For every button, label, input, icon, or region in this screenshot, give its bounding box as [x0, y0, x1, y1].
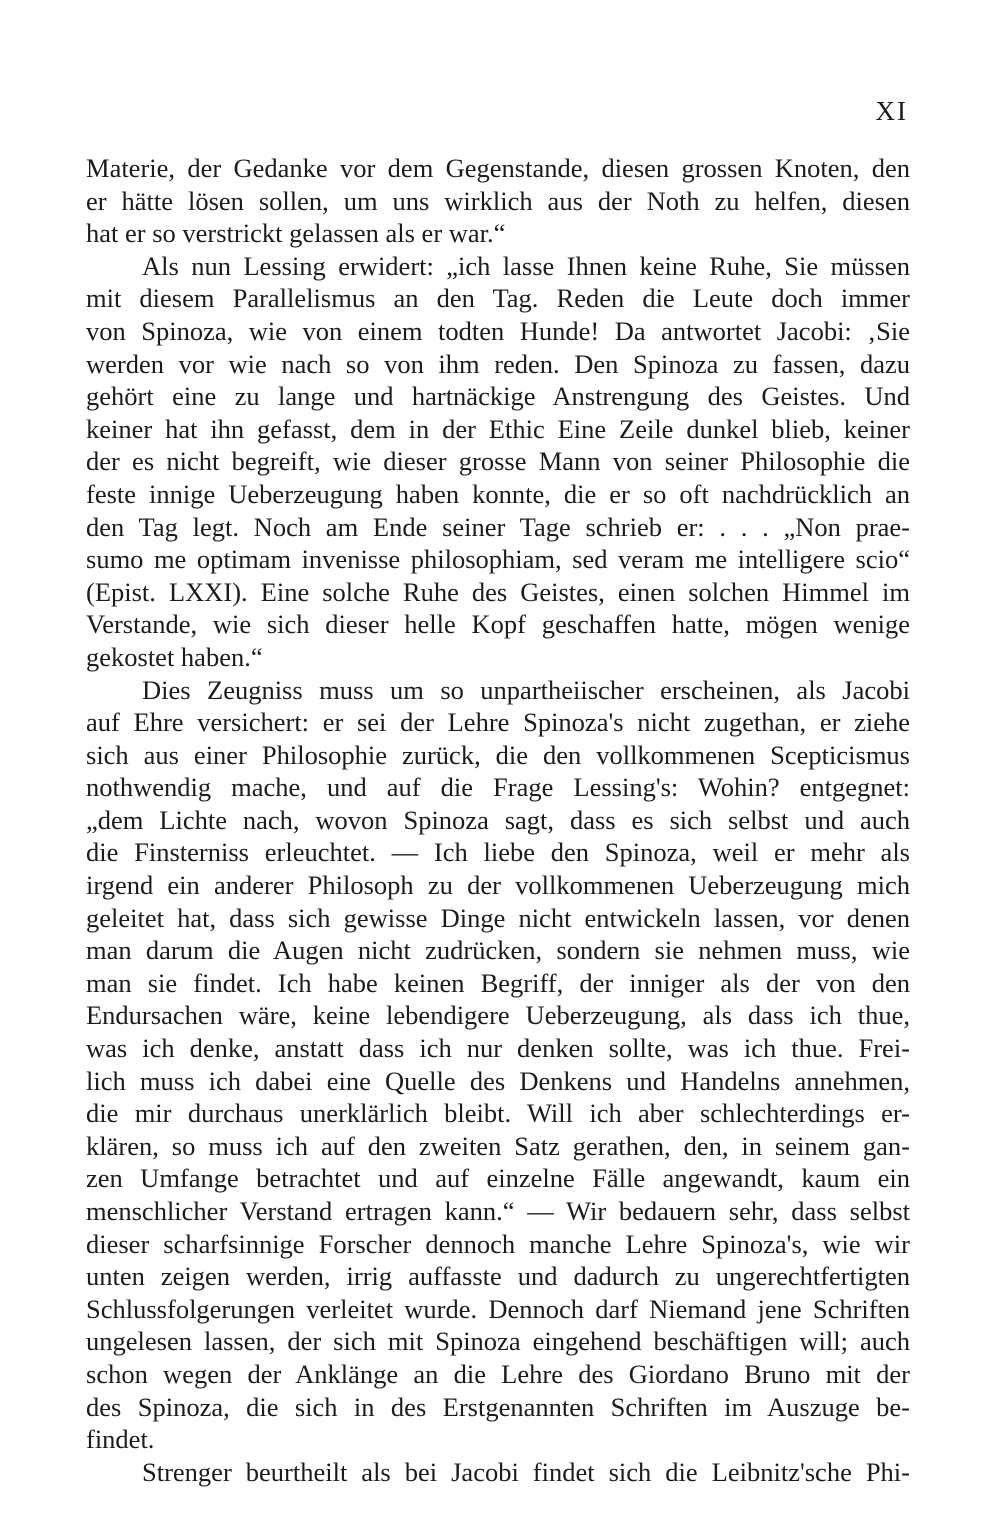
text-line: auf Ehre versichert: er sei der Lehre Spinoza's nicht zugethan, er ziehe	[86, 707, 910, 738]
text-line: Endursachen wäre, keine lebendigere Ueberzeugung, als dass ich thue,	[86, 1000, 910, 1031]
text-line: lich muss ich dabei eine Quelle des Denkens und Handelns annehmen,	[86, 1065, 910, 1096]
text-line: werden vor wie nach so von ihm reden. Den Spinoza zu fassen, dazu	[86, 348, 910, 379]
text-line: menschlicher Verstand ertragen kann.“ — Wir bedauern sehr, dass selbst	[86, 1196, 910, 1226]
text-line: der es nicht begreift, wie dieser grosse Mann von seiner Philosophie die	[86, 446, 910, 477]
text-line: was ich denke, anstatt dass ich nur denken sollte, was ich thue. Frei-	[86, 1033, 910, 1064]
text-line: ungelesen lassen, der sich mit Spinoza eingehend beschäftigen will; auch	[86, 1326, 910, 1357]
text-line: nothwendig mache, und auf die Frage Lessing's: Wohin? entgegnet:	[86, 772, 910, 803]
text-line: sich aus einer Philosophie zurück, die den vollkommenen Scepticismus	[86, 739, 910, 770]
text-line: mit diesem Parallelismus an den Tag. Reden die Leute doch immer	[86, 283, 910, 314]
text-line: zen Umfange betrachtet und auf einzelne Fälle angewandt, kaum ein	[86, 1163, 910, 1194]
text-line: sumo me optimam invenisse philosophiam, sed veram me intelligere scio“	[86, 544, 910, 575]
text-line: dieser scharfsinnige Forscher dennoch manche Lehre Spinoza's, wie wir	[86, 1228, 910, 1259]
text-line: feste innige Ueberzeugung haben konnte, die er so oft nachdrücklich an	[86, 478, 910, 509]
text-line: hat er so verstrickt gelassen als er war.“	[86, 218, 506, 249]
text-line: keiner hat ihn gefasst, dem in der Ethic Eine Zeile dunkel blieb, keiner	[86, 413, 910, 444]
text-line: die mir durchaus unerklärlich bleibt. Will ich aber schlechterdings er-	[86, 1098, 910, 1129]
text-line: gehört eine zu lange und hartnäckige Anstrengung des Geistes. Und	[86, 381, 910, 412]
text-line: „dem Lichte nach, wovon Spinoza sagt, dass es sich selbst und auch	[86, 804, 910, 835]
text-line: Strenger beurtheilt als bei Jacobi findet sich die Leibnitz'sche Phi-	[142, 1456, 910, 1487]
text-line: des Spinoza, die sich in des Erstgenannten Schriften im Auszuge be-	[86, 1391, 910, 1422]
text-line: man sie findet. Ich habe keinen Begriff, der inniger als der von den	[86, 967, 910, 998]
text-line: die Finsterniss erleuchtet. — Ich liebe den Spinoza, weil er mehr als	[86, 837, 910, 868]
text-line: den Tag legt. Noch am Ende seiner Tage schrieb er: . . . „Non prae-	[86, 511, 910, 542]
text-line: Als nun Lessing erwidert: „ich lasse Ihnen keine Ruhe, Sie müssen	[142, 250, 910, 281]
text-line: (Epist. LXXI). Eine solche Ruhe des Geistes, einen solchen Himmel im	[86, 576, 910, 607]
page-number: XI	[875, 96, 908, 126]
text-line: geleitet hat, dass sich gewisse Dinge nicht entwickeln lassen, vor denen	[86, 902, 910, 933]
text-line: findet.	[86, 1424, 155, 1455]
text-line: klären, so muss ich auf den zweiten Satz gerathen, den, in seinem gan-	[86, 1130, 910, 1161]
text-line: er hätte lösen sollen, um uns wirklich aus der Noth zu helfen, diesen	[86, 185, 910, 216]
text-line: unten zeigen werden, irrig auffasste und dadurch zu ungerechtfertigten	[86, 1261, 910, 1292]
text-line: Schlussfolgerungen verleitet wurde. Dennoch darf Niemand jene Schriften	[86, 1293, 910, 1324]
text-line: Materie, der Gedanke vor dem Gegenstande, diesen grossen Knoten, den	[86, 153, 910, 183]
text-line: Dies Zeugniss muss um so unpartheiischer erscheinen, als Jacobi	[142, 674, 910, 705]
text-line: von Spinoza, wie von einem todten Hunde! Da antwortet Jacobi: ‚Sie	[86, 315, 910, 346]
text-line: irgend ein anderer Philosoph zu der vollkommenen Ueberzeugung mich	[86, 870, 910, 901]
body-text	[86, 152, 910, 1488]
text-line: schon wegen der Anklänge an die Lehre des Giordano Bruno mit der	[86, 1358, 910, 1389]
text-line: Verstande, wie sich dieser helle Kopf geschaffen hatte, mögen wenige	[86, 609, 910, 640]
text-line: man darum die Augen nicht zudrücken, sondern sie nehmen muss, wie	[86, 935, 910, 966]
text-line: gekostet haben.“	[86, 641, 263, 672]
